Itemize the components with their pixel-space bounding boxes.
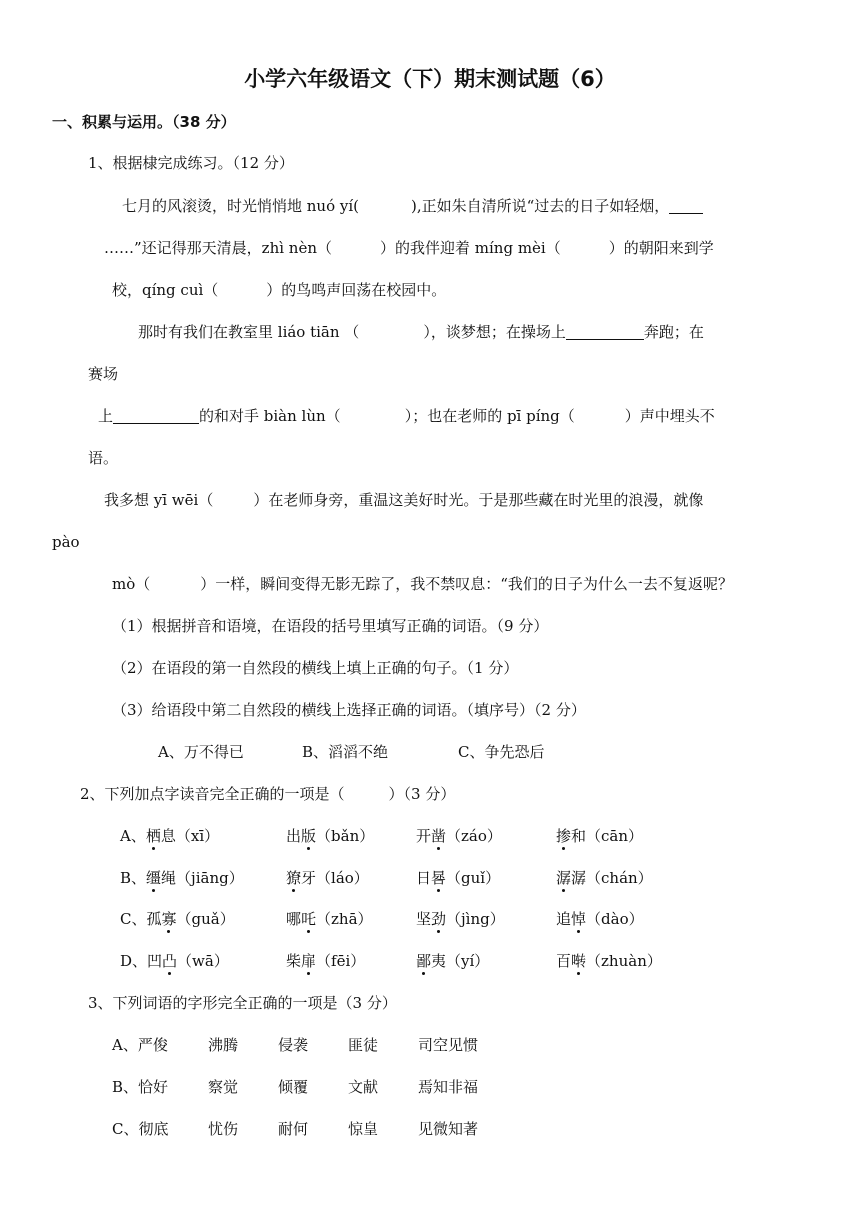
word-item: B、恰好 [112,1078,169,1096]
choice-item: 百啭（zhuàn） [556,952,662,970]
dotted-character: 版 [301,827,317,845]
page-title: 小学六年级语文（下）期末测试题（6） [244,67,616,91]
dotted-character: 扉 [301,952,317,970]
dotted-character: 缰 [146,869,162,887]
passage-line: 我多想 yī wēi（ ）在老师身旁，重温这美好时光。于是那些藏在时光里的浪漫，就像 [104,491,704,509]
dotted-character: 凸 [162,952,178,970]
word-item: A、严俊 [112,1036,168,1054]
question-3-heading: 3、下列词语的字形完全正确的一项是（3 分） [88,994,397,1012]
passage-line: 上 的和对手 biàn lùn（ ）；也在老师的 pī píng（ ）声中埋头不 [98,407,715,425]
sub-question-2: （2）在语段的第一自然段的横线上填上正确的句子。（1 分） [112,659,519,677]
answer-blank[interactable] [669,197,703,214]
choice-item: 掺和（cān） [556,827,644,845]
passage-line: 语。 [88,449,119,467]
choice-item: 獠牙（láo） [286,869,369,887]
passage-line: ……”还记得那天清晨，zhì nèn（ ）的我伴迎着 míng mèi（ ）的朝阳来到学 [104,239,714,257]
dotted-character: 鄙 [416,952,432,970]
word-item: C、彻底 [112,1120,169,1138]
word-item: 文献 [348,1078,379,1096]
word-item: 忧伤 [208,1120,239,1138]
choice-item: 鄙夷（yí） [416,952,490,970]
passage-line: mò（ ）一样，瞬间变得无影无踪了，我不禁叹息：“我们的日子为什么一去不复返呢？ [112,575,733,593]
dotted-character: 掺 [556,827,572,845]
word-item: 惊皇 [348,1120,379,1138]
choice-item: 哪吒（zhā） [286,910,373,928]
answer-blank[interactable] [566,323,644,340]
dotted-character: 吒 [301,910,317,928]
choice-item: 柴扉（fēi） [286,952,366,970]
passage-line: 七月的风滚烫，时光悄悄地 nuó yí( ),正如朱自清所说“过去的日子如轻烟， [122,196,703,216]
choice-item: 坚劲（jìng） [416,910,505,928]
choice-item: A、栖息（xī） [120,827,220,845]
dotted-character: 晷 [431,869,447,887]
passage-line: 赛场 [88,365,119,383]
passage-line: pào [52,533,80,551]
word-item: 侵袭 [278,1036,309,1054]
dotted-character: 啭 [571,952,587,970]
dotted-character: 潺 [556,869,572,887]
word-item: 沸腾 [208,1036,239,1054]
word-item: 焉知非福 [418,1078,479,1096]
passage-line: 校，qíng cuì（ ）的鸟鸣声回荡在校园中。 [112,281,447,299]
word-item: 司空见惯 [418,1036,479,1054]
word-item: 匪徒 [348,1036,379,1054]
dotted-character: 寡 [161,910,177,928]
dotted-character: 悼 [571,910,587,928]
word-item: 察觉 [208,1078,239,1096]
choice-item: C、孤寡（guǎ） [120,910,235,928]
sub-question-1: （1）根据拼音和语境，在语段的括号里填写正确的词语。（9 分） [112,617,549,635]
option-c: C、争先恐后 [458,743,545,761]
choice-item: 潺潺（chán） [556,869,653,887]
question-2-heading: 2、下列加点字读音完全正确的一项是（ ）（3 分） [80,785,456,803]
option-a: A、万不得已 [158,743,244,761]
answer-blank[interactable] [113,407,199,424]
choice-item: 出版（bǎn） [286,827,375,845]
choice-item: 追悼（dào） [556,910,644,928]
choice-item: B、缰绳（jiāng） [120,869,244,887]
question-1-heading: 1、根据棣完成练习。（12 分） [88,154,294,172]
option-b: B、滔滔不绝 [302,743,389,761]
choice-item: 开凿（záo） [416,827,502,845]
sub-question-3: （3）给语段中第二自然段的横线上选择正确的词语。（填序号）（2 分） [112,701,586,719]
word-item: 倾覆 [278,1078,309,1096]
dotted-character: 凿 [431,827,447,845]
choice-item: D、凹凸（wā） [120,952,229,970]
dotted-character: 獠 [286,869,302,887]
choice-item: 日晷（guǐ） [416,869,501,887]
dotted-character: 栖 [145,827,161,845]
word-item: 耐何 [278,1120,309,1138]
passage-line: 那时有我们在教室里 liáo tiān （ ），谈梦想；在操场上 奔跑；在 [138,323,704,341]
section-heading: 一、积累与运用。（38 分） [52,113,236,131]
word-item: 见微知著 [418,1120,479,1138]
dotted-character: 劲 [431,910,447,928]
